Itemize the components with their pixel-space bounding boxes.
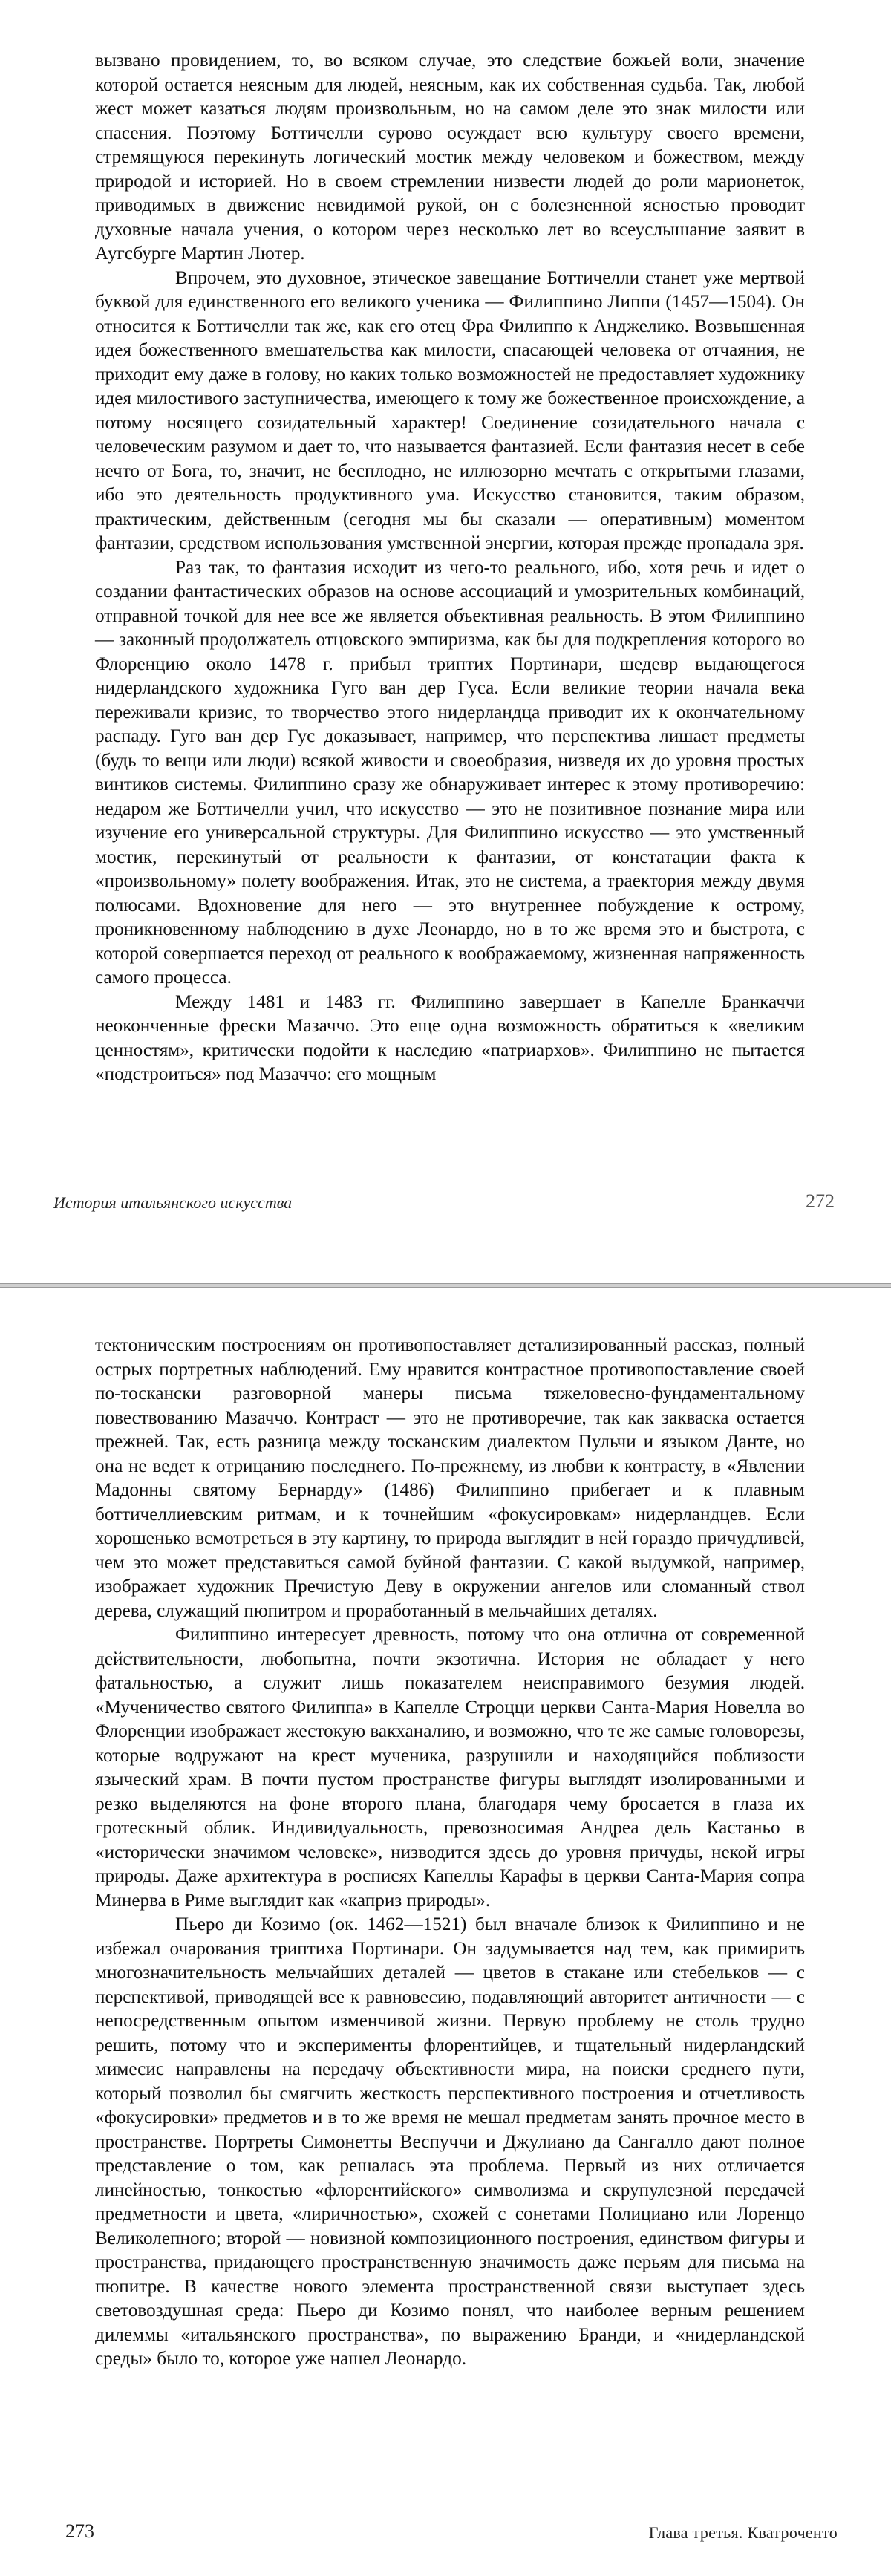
page-273 xyxy=(0,1288,891,2576)
running-footer-title: История итальянского искусства xyxy=(53,1193,293,1212)
paragraph: Филиппино интересует древность, потому что она отлична от современной действительности, любопытна, почти экзотична. История не обладает у него фатальностью, а служит лишь показателем неисправимого безумия людей. «Мученичество святого Филиппа» в Капелле Строцци церкви Санта-Мария Новелла во Флоренции изображает жестокую вакханалию, и возможно, что те же самые головорезы, которые водружают на крест мученика, разрушили и находящийся поблизости языческий храм. В почти пустом пространстве фигуры выглядят изолированными и резко выделяются на фоне второго плана, благодаря чему бросается в глаза их гротескный облик. Индивидуальность, превозносимая Андреа дель Кастаньо в «исторически значимом человеке», низводится здесь до уровня причуды, некой игры природы. Даже архитектура в росписях Капеллы Карафы в церкви Санта-Мария сопра Минерва в Риме выглядит как «каприз природы». xyxy=(95,1625,805,1911)
page-number: 273 xyxy=(65,2520,94,2542)
page-273-body xyxy=(95,1334,805,2372)
paragraph: Впрочем, это духовное, этическое завещание Боттичелли станет уже мертвой буквой для единственного его великого ученика — Филиппино Липпи (1457—1504). Он относится к Боттичелли так же, как его отец Фра Филиппо к Анджелико. Возвышенная идея божественного вмешательства как милости, спасающей человека от отчаяния, не приходит ему даже в голову, но каких только возможностей не предоставляет художнику идея милостивого заступничества, имеющего к тому же божественное происхождение, а потому носящего созидательный характер! Соединение созидательного начала с человеческим разумом и дает то, что называется фантазией. Если фантазия несет в себе нечто от Бога, то, значит, не бесплодно, не иллюзорно мечтать с открытыми глазами, ибо это деятельность продуктивного ума. Искусство становится, таким образом, практическим, действенным (сегодня мы бы сказали — оперативным) моментом фантазии, средством использования умственной энергии, которая прежде пропадала зря. xyxy=(95,267,805,553)
paragraph: Между 1481 и 1483 гг. Филиппино завершает в Капелле Бранкаччи неоконченные фрески Мазаччо. Это еще одна возможность обратиться к «великим ценностям», критически подойти к наследию «патриархов». Филиппино не пытается «подстроиться» под Мазаччо: его мощным xyxy=(95,991,805,1084)
paragraph: Раз так, то фантазия исходит из чего-то реального, ибо, хотя речь и идет о создании фантастических образов на основе ассоциаций и умозрительных комбинаций, отправной точкой для нее все же является объективная реальность. В этом Филиппино — законный продолжатель отцовского эмпиризма, как бы для подкрепления которого во Флоренцию около 1478 г. прибыл триптих Портинари, шедевр выдающегося нидерландского художника Гуго ван дер Гуса. Если великие теории начала века переживали кризис, то творчество этого нидерландца приводит их к окончательному распаду. Гуго ван дер Гус доказывает, например, что перспектива лишает предметы (будь то вещи или люди) всякой живости и своеобразия, низведя их до уровня простых винтиков системы. Филиппино сразу же обнаруживает интерес к этому противоречию: недаром же Боттичелли учил, что искусство — это не позитивное познание мира или изучение его универсальной структуры. Для Филиппино искусство — это умственный мостик, перекинутый от реальности к фантазии, от констатации факта к «произвольному» полету воображения. Итак, это не система, а траектория между двумя полюсами. Вдохновение для него — это внутреннее побуждение к острому, проникновенному наблюдению в духе Леонардо, но в то же время это и быстрота, с которой совершается переход от реального к воображаемому, жизненная напряженность самого процесса. xyxy=(95,557,805,988)
paragraph: вызвано провидением, то, во всяком случае, это следствие божьей воли, значение которой остается неясным для людей, неясным, как их собственная судьба. Так, любой жест может казаться людям произвольным, но на самом деле это знак милости или спасения. Поэтому Боттичелли сурово осуждает всю культуру своего времени, стремящуюся перекинуть логический мостик между человеком и божеством, между природой и историей. Но в своем стремлении низвести людей до роли марионеток, приводимых в движение невидимой рукой, он с болезненной ясностью проводит духовные начала учения, о котором через несколько лет во всеуслышание заявит в Аугсбурге Мартин Лютер. xyxy=(95,50,805,264)
page-272-body xyxy=(95,49,805,1087)
page-272 xyxy=(0,0,891,1283)
running-footer-title: Глава третья. Кватроченто xyxy=(648,2523,838,2542)
paragraph: Пьеро ди Козимо (ок. 1462—1521) был вначале близок к Филиппино и не избежал очарования триптиха Портинари. Он задумывается над тем, как примирить многозначительность мельчайших деталей — цветов в стакане или стебельков — с перспективой, приводящей все к равновесию, подавляющий авторитет античности — с непосредственным опытом изменчивой жизни. Первую проблему не столь трудно решить, потому что и эксперименты флорентийцев, и тщательный нидерландский мимесис направлены на передачу объективности мира, на поиски среднего пути, который позволил бы смягчить жесткость перспективного построения и отчетливость «фокусировки» предметов и в то же время не мешал предметам занять прочное место в пространстве. Портреты Симонетты Веспуччи и Джулиано да Сангалло дают полное представление о том, как решалась эта проблема. Первый из них отличается линейностью, тонкостью «флорентийского» символизма и скрупулезной передачей предметности и цвета, «лиричностью», схожей с сонетами Полициано или Лоренцо Великолепного; второй — новизной композиционного построения, единством фигуры и пространства, придающего пространственную значимость даже перьям для письма на пюпитре. В качестве нового элемента пространственной связи выступает здесь световоздушная среда: Пьеро ди Козимо понял, что наиболее верным решением дилеммы «итальянского пространства», по выражению Бранди, и «нидерландской среды» было то, которое уже нашел Леонардо. xyxy=(95,1914,805,2369)
page-number: 272 xyxy=(806,1190,835,1212)
paragraph: тектоническим построениям он противопоставляет детализированный рассказ, полный острых портретных наблюдений. Ему нравится контрастное противопоставление своей по-тоскански разговорной манеры письма тяжеловесно-фундаментальному повествованию Мазаччо. Контраст — это не противоречие, так как закваска остается прежней. Так, есть разница между тосканским диалектом Пульчи и языком Данте, но она не ведет к отрицанию последнего. По-прежнему, из любви к контрасту, в «Явлении Мадонны святому Бернарду» (1486) Филиппино прибегает и к плавным боттичеллиевским ритмам, и к точнейшим «фокусировкам» нидерландцев. Если хорошенько всмотреться в эту картину, то природа выглядит в ней гораздо причудливей, чем это может представиться самой буйной фантазии. С какой выдумкой, например, изображает художник Пречистую Деву в окружении ангелов или сломанный ствол дерева, служащий пюпитром и проработанный в мельчайших деталях. xyxy=(95,1335,805,1621)
